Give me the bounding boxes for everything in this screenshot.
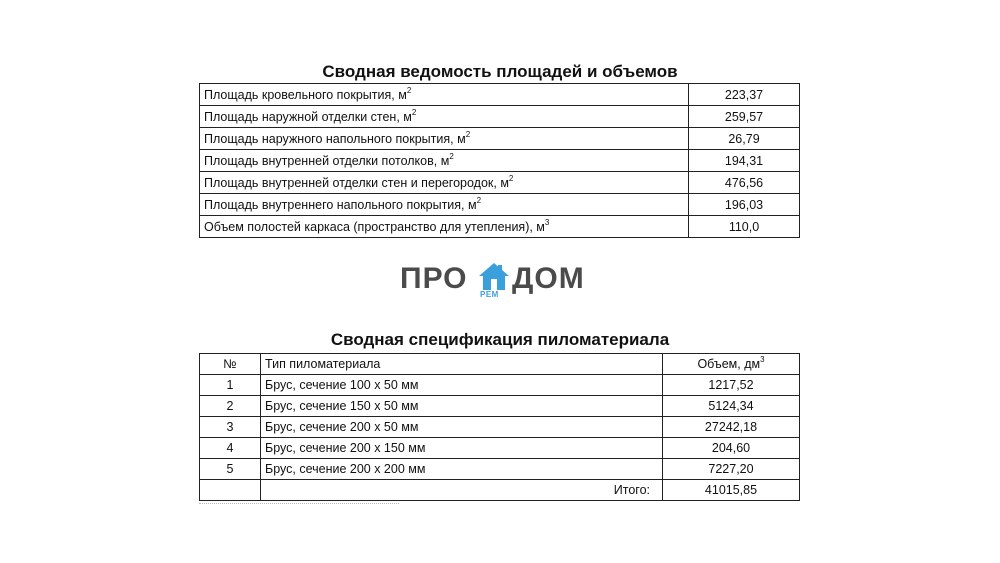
spec-table-title: Сводная спецификация пиломатериала	[330, 330, 670, 349]
table-row	[200, 128, 800, 150]
table-row	[200, 417, 800, 438]
row-value: 110,0	[689, 216, 800, 238]
logo-small-text: РЕМ	[480, 290, 499, 299]
logo-word-pro: ПРО	[400, 262, 468, 295]
table-row	[200, 438, 800, 459]
row-volume: 5124,34	[663, 396, 800, 417]
total-label: Итого:	[261, 480, 663, 501]
row-volume: 7227,20	[663, 459, 800, 480]
table-row	[200, 396, 800, 417]
row-type: Брус, сечение 100 х 50 мм	[261, 375, 663, 396]
total-empty-cell	[200, 480, 261, 501]
header-num: №	[200, 354, 261, 375]
row-value: 259,57	[689, 106, 800, 128]
row-value: 223,37	[689, 84, 800, 106]
areas-table-title: Сводная ведомость площадей и объемов	[322, 62, 678, 81]
header-volume: Объем, $дм^3$	[663, 354, 800, 375]
row-value: 194,31	[689, 150, 800, 172]
row-num: 5	[200, 459, 261, 480]
row-label: Площадь внутреннего напольного покрытия, $м^2$	[200, 194, 689, 216]
row-label: Площадь внутренней отделки потолков, $м^2$	[200, 150, 689, 172]
page-fold-divider	[199, 503, 399, 508]
table-row	[200, 172, 800, 194]
header-type: Тип пиломатериала	[261, 354, 663, 375]
house-icon	[478, 262, 510, 292]
table-row	[200, 375, 800, 396]
row-volume: 27242,18	[663, 417, 800, 438]
prodom-logo	[398, 262, 602, 302]
row-label: Площадь кровельного покрытия, $м^2$	[200, 84, 689, 106]
row-num: 2	[200, 396, 261, 417]
table-header-row	[200, 354, 800, 375]
table-row	[200, 459, 800, 480]
row-volume: 1217,52	[663, 375, 800, 396]
table-row	[200, 150, 800, 172]
table-total-row	[200, 480, 800, 501]
row-label: Объем полостей каркаса (пространство для утепления), $м^3$	[200, 216, 689, 238]
row-num: 1	[200, 375, 261, 396]
row-value: 476,56	[689, 172, 800, 194]
table-row	[200, 106, 800, 128]
row-type: Брус, сечение 200 х 200 мм	[261, 459, 663, 480]
spec-table	[199, 353, 800, 501]
row-value: 26,79	[689, 128, 800, 150]
row-volume: 204,60	[663, 438, 800, 459]
total-value: 41015,85	[663, 480, 800, 501]
row-label: Площадь наружной отделки стен, $м^2$	[200, 106, 689, 128]
row-label: Площадь внутренней отделки стен и перегородок, $м^2$	[200, 172, 689, 194]
table-row	[200, 194, 800, 216]
row-num: 4	[200, 438, 261, 459]
areas-table	[199, 83, 800, 238]
row-type: Брус, сечение 150 х 50 мм	[261, 396, 663, 417]
row-value: 196,03	[689, 194, 800, 216]
row-type: Брус, сечение 200 х 150 мм	[261, 438, 663, 459]
table-row	[200, 84, 800, 106]
row-type: Брус, сечение 200 х 50 мм	[261, 417, 663, 438]
logo-word-dom: ДОМ	[512, 262, 585, 295]
row-num: 3	[200, 417, 261, 438]
row-label: Площадь наружного напольного покрытия, $м^2$	[200, 128, 689, 150]
table-row	[200, 216, 800, 238]
